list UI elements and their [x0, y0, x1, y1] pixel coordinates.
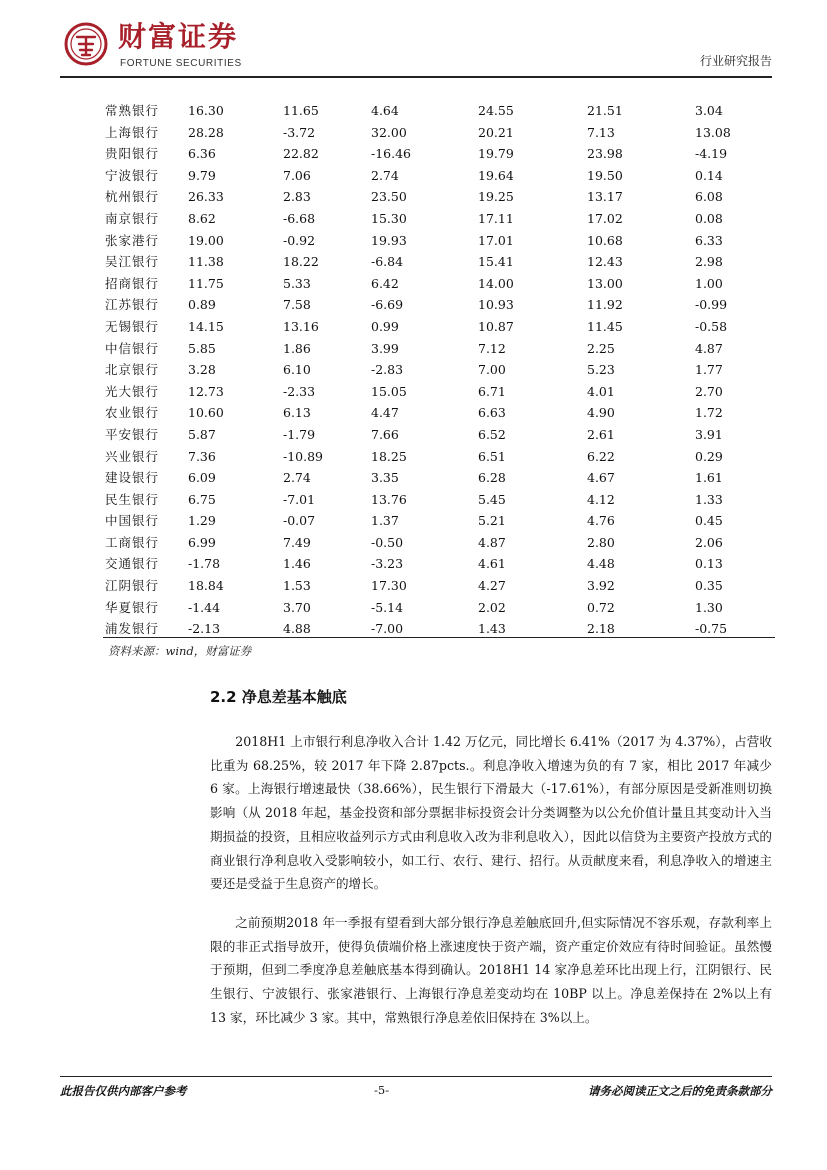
- table-row: [103, 208, 775, 230]
- value-cell-col1: 18.84: [188, 578, 224, 594]
- value-cell-col3: 32.00: [371, 124, 407, 140]
- table-row: [103, 424, 775, 446]
- value-cell-col5: 4.90: [587, 405, 615, 421]
- value-cell-col5: 6.22: [587, 448, 615, 464]
- table-row: [103, 251, 775, 273]
- value-cell-col6: 2.98: [695, 254, 723, 270]
- value-cell-col4: 6.63: [478, 405, 506, 421]
- value-cell-col3: -0.50: [371, 534, 404, 550]
- table-row: [103, 510, 775, 532]
- value-cell-col4: 6.52: [478, 426, 506, 442]
- table-row: [103, 489, 775, 511]
- value-cell-col2: 1.86: [283, 340, 311, 356]
- value-cell-col3: 19.93: [371, 232, 407, 248]
- value-cell-col6: 4.87: [695, 340, 723, 356]
- table-row: [103, 294, 775, 316]
- value-cell-col1: 6.75: [188, 491, 216, 507]
- value-cell-col6: 3.91: [695, 426, 723, 442]
- value-cell-col3: 2.74: [371, 167, 399, 183]
- table-row: [103, 446, 775, 468]
- value-cell-col2: -3.72: [283, 124, 316, 140]
- value-cell-col2: -10.89: [283, 448, 324, 464]
- value-cell-col3: 4.47: [371, 405, 399, 421]
- value-cell-col2: 7.58: [283, 297, 311, 313]
- value-cell-col3: 17.30: [371, 578, 407, 594]
- table-row: [103, 467, 775, 489]
- value-cell-col4: 5.45: [478, 491, 506, 507]
- bank-name-cell: 吴江银行: [105, 254, 160, 270]
- value-cell-col2: 13.16: [283, 318, 319, 334]
- value-cell-col1: 6.36: [188, 146, 216, 162]
- value-cell-col5: 13.17: [587, 189, 623, 205]
- table-row: [103, 359, 775, 381]
- value-cell-col4: 17.01: [478, 232, 514, 248]
- table-row: [103, 553, 775, 575]
- value-cell-col6: 2.70: [695, 383, 723, 399]
- value-cell-col4: 19.79: [478, 146, 514, 162]
- value-cell-col1: 11.38: [188, 254, 224, 270]
- value-cell-col4: 7.12: [478, 340, 506, 356]
- value-cell-col4: 19.64: [478, 167, 514, 183]
- value-cell-col1: 5.85: [188, 340, 216, 356]
- value-cell-col6: -0.58: [695, 318, 728, 334]
- value-cell-col2: 4.88: [283, 621, 311, 637]
- bank-name-cell: 浦发银行: [105, 621, 160, 637]
- table-row: [103, 381, 775, 403]
- value-cell-col2: -2.33: [283, 383, 316, 399]
- value-cell-col6: 0.08: [695, 210, 723, 226]
- bank-name-cell: 宁波银行: [105, 167, 160, 183]
- value-cell-col5: 5.23: [587, 362, 615, 378]
- value-cell-col2: -6.68: [283, 210, 316, 226]
- value-cell-col1: -2.13: [188, 621, 221, 637]
- bank-name-cell: 上海银行: [105, 124, 160, 140]
- value-cell-col3: -2.83: [371, 362, 404, 378]
- value-cell-col3: -6.69: [371, 297, 404, 313]
- value-cell-col5: 2.25: [587, 340, 615, 356]
- table-row: [103, 575, 775, 597]
- value-cell-col6: 13.08: [695, 124, 731, 140]
- value-cell-col1: 11.75: [188, 275, 224, 291]
- value-cell-col3: 15.05: [371, 383, 407, 399]
- company-logo: [64, 20, 304, 74]
- value-cell-col3: -3.23: [371, 556, 404, 572]
- value-cell-col2: 2.83: [283, 189, 311, 205]
- value-cell-col3: 18.25: [371, 448, 407, 464]
- bank-name-cell: 招商银行: [105, 275, 160, 291]
- value-cell-col2: 11.65: [283, 103, 319, 118]
- bank-name-cell: 交通银行: [105, 556, 160, 572]
- value-cell-col2: 6.10: [283, 362, 311, 378]
- value-cell-col3: -6.84: [371, 254, 404, 270]
- value-cell-col3: 15.30: [371, 210, 407, 226]
- value-cell-col6: 1.00: [695, 275, 723, 291]
- value-cell-col5: 23.98: [587, 146, 623, 162]
- value-cell-col1: 6.99: [188, 534, 216, 550]
- paragraph-2-text: 之前预期2018 年一季报有望看到大部分银行净息差触底回升,但实际情况不容乐观，存款利率上限的非正式指导放开，使得负债端价格上涨速度快于资产端，资产重定价效应有待时间验证。虽然慢于预期，但到二季度净息差触底基本得到确认。2018H1 14 家净息差环比出现上行，江阴银行、民生银行、宁波银行、张家港银行、上海银行净息差变动均在 10BP 以上。净息差保持在 2%以上有 13 家，环比减少 3 家。其中，常熟银行净息差依旧保持在 3%以上。: [210, 915, 772, 1025]
- value-cell-col4: 6.71: [478, 383, 506, 399]
- value-cell-col5: 17.02: [587, 210, 623, 226]
- value-cell-col5: 4.01: [587, 383, 615, 399]
- value-cell-col1: 12.73: [188, 383, 224, 399]
- value-cell-col4: 10.93: [478, 297, 514, 313]
- value-cell-col4: 4.87: [478, 534, 506, 550]
- value-cell-col2: 22.82: [283, 146, 319, 162]
- value-cell-col1: 0.89: [188, 297, 216, 313]
- bank-name-cell: 工商银行: [105, 534, 160, 550]
- value-cell-col4: 6.51: [478, 448, 506, 464]
- footer-disclaimer-left: 此报告仅供内部客户参考: [60, 1084, 187, 1098]
- value-cell-col6: -0.99: [695, 297, 728, 313]
- value-cell-col2: -0.07: [283, 513, 316, 529]
- bank-name-cell: 中信银行: [105, 340, 160, 356]
- bank-name-cell: 兴业银行: [105, 448, 160, 464]
- paragraph-1-text: 2018H1 上市银行利息净收入合计 1.42 万亿元，同比增长 6.41%（2017 为 4.37%），占营收比重为 68.25%，较 2017 年下降 2.87pcts.。利息净收入增速为负的有 7 家，相比 2017 年减少 6 家。上海银行增速最快（38.66%），民生银行下滑最大（-17.61%），有部分原因是受新准则切换影响（从 2018 年起，基金投资和部分票据非标投资会计分类调整为以公允价值计量且其变动计入当期损益的投资，且相应收益列示方式由利息收入改为非利息收入），因此以信贷为主要资产投放方式的商业银行净利息收入受影响较小，如工行、农行、建行、招行。从贡献度来看，利息净收入的增速主要还是受益于生息资产的增长。: [210, 734, 772, 892]
- bank-name-cell: 张家港行: [105, 232, 160, 248]
- value-cell-col3: -5.14: [371, 599, 404, 615]
- value-cell-col2: 18.22: [283, 254, 319, 270]
- value-cell-col1: -1.44: [188, 599, 221, 615]
- value-cell-col4: 1.43: [478, 621, 506, 637]
- table-row: [103, 165, 775, 187]
- value-cell-col5: 2.80: [587, 534, 615, 550]
- value-cell-col1: 1.29: [188, 513, 216, 529]
- paragraph-1: [210, 730, 772, 896]
- value-cell-col1: 6.09: [188, 470, 216, 486]
- value-cell-col4: 2.02: [478, 599, 506, 615]
- value-cell-col4: 7.00: [478, 362, 506, 378]
- value-cell-col3: -7.00: [371, 621, 404, 637]
- bank-name-cell: 贵阳银行: [105, 146, 160, 162]
- value-cell-col5: 2.61: [587, 426, 615, 442]
- table-row: [103, 273, 775, 295]
- value-cell-col5: 0.72: [587, 599, 615, 615]
- value-cell-col2: 1.53: [283, 578, 311, 594]
- bank-data-table: [103, 100, 775, 640]
- value-cell-col3: -16.46: [371, 146, 412, 162]
- table-row: [103, 532, 775, 554]
- value-cell-col2: 5.33: [283, 275, 311, 291]
- value-cell-col1: 14.15: [188, 318, 224, 334]
- value-cell-col5: 11.92: [587, 297, 623, 313]
- value-cell-col5: 19.50: [587, 167, 623, 183]
- value-cell-col1: 26.33: [188, 189, 224, 205]
- value-cell-col6: 0.45: [695, 513, 723, 529]
- logo-english-name: FORTUNE SECURITIES: [120, 58, 242, 69]
- value-cell-col5: 13.00: [587, 275, 623, 291]
- value-cell-col4: 17.11: [478, 210, 514, 226]
- value-cell-col1: 28.28: [188, 124, 224, 140]
- fortune-logo-icon: [64, 22, 108, 66]
- value-cell-col1: 19.00: [188, 232, 224, 248]
- value-cell-col6: -0.75: [695, 621, 728, 637]
- value-cell-col1: -1.78: [188, 556, 221, 572]
- table-row: [103, 402, 775, 424]
- value-cell-col6: 0.29: [695, 448, 723, 464]
- bank-name-cell: 南京银行: [105, 210, 160, 226]
- value-cell-col5: 10.68: [587, 232, 623, 248]
- bank-name-cell: 常熟银行: [105, 103, 160, 118]
- value-cell-col1: 8.62: [188, 210, 216, 226]
- table-bottom-rule: [103, 637, 775, 638]
- value-cell-col5: 2.18: [587, 621, 615, 637]
- paragraph-2: [210, 911, 772, 1030]
- logo-chinese-name: 财富证券: [118, 20, 239, 53]
- page-header: [60, 14, 772, 76]
- value-cell-col3: 3.99: [371, 340, 399, 356]
- value-cell-col2: 7.06: [283, 167, 311, 183]
- bank-name-cell: 杭州银行: [105, 189, 160, 205]
- value-cell-col6: 1.72: [695, 405, 723, 421]
- table-row: [103, 186, 775, 208]
- value-cell-col6: 1.77: [695, 362, 723, 378]
- value-cell-col1: 7.36: [188, 448, 216, 464]
- value-cell-col5: 4.76: [587, 513, 615, 529]
- value-cell-col1: 3.28: [188, 362, 216, 378]
- table-row: [103, 597, 775, 619]
- value-cell-col3: 4.64: [371, 103, 399, 118]
- value-cell-col4: 6.28: [478, 470, 506, 486]
- value-cell-col3: 7.66: [371, 426, 399, 442]
- value-cell-col4: 14.00: [478, 275, 514, 291]
- value-cell-col5: 3.92: [587, 578, 615, 594]
- value-cell-col6: 6.08: [695, 189, 723, 205]
- value-cell-col1: 16.30: [188, 103, 224, 118]
- report-type-label: 行业研究报告: [699, 54, 772, 68]
- value-cell-col2: 1.46: [283, 556, 311, 572]
- value-cell-col4: 5.21: [478, 513, 506, 529]
- value-cell-col1: 5.87: [188, 426, 216, 442]
- value-cell-col5: 4.48: [587, 556, 615, 572]
- bank-name-cell: 农业银行: [105, 405, 160, 421]
- value-cell-col6: 0.13: [695, 556, 723, 572]
- bank-name-cell: 无锡银行: [105, 318, 160, 334]
- value-cell-col6: 2.06: [695, 534, 723, 550]
- value-cell-col2: 6.13: [283, 405, 311, 421]
- value-cell-col6: 0.14: [695, 167, 723, 183]
- value-cell-col5: 4.67: [587, 470, 615, 486]
- value-cell-col4: 20.21: [478, 124, 514, 140]
- bank-name-cell: 华夏银行: [105, 599, 160, 615]
- value-cell-col3: 0.99: [371, 318, 399, 334]
- value-cell-col6: 6.33: [695, 232, 723, 248]
- bank-name-cell: 建设银行: [105, 470, 160, 486]
- value-cell-col3: 23.50: [371, 189, 407, 205]
- table-row: [103, 100, 775, 122]
- value-cell-col4: 19.25: [478, 189, 514, 205]
- bank-name-cell: 光大银行: [105, 383, 160, 399]
- bank-name-cell: 平安银行: [105, 426, 160, 442]
- value-cell-col5: 12.43: [587, 254, 623, 270]
- value-cell-col3: 3.35: [371, 470, 399, 486]
- page-number: -5-: [374, 1083, 390, 1097]
- value-cell-col6: 0.35: [695, 578, 723, 594]
- table-source-note: 资料来源：wind，财富证券: [108, 644, 252, 658]
- table-row: [103, 143, 775, 165]
- footer-disclaimer-right: 请务必阅读正文之后的免责条款部分: [588, 1084, 772, 1098]
- value-cell-col3: 1.37: [371, 513, 399, 529]
- bank-name-cell: 中国银行: [105, 513, 160, 529]
- value-cell-col1: 10.60: [188, 405, 224, 421]
- value-cell-col6: 3.04: [695, 103, 723, 118]
- value-cell-col6: 1.33: [695, 491, 723, 507]
- value-cell-col2: 7.49: [283, 534, 311, 550]
- value-cell-col6: -4.19: [695, 146, 728, 162]
- value-cell-col5: 21.51: [587, 103, 623, 118]
- bank-name-cell: 江阴银行: [105, 578, 160, 594]
- value-cell-col2: -0.92: [283, 232, 316, 248]
- table-row: [103, 230, 775, 252]
- value-cell-col3: 6.42: [371, 275, 399, 291]
- bank-name-cell: 民生银行: [105, 491, 160, 507]
- table-row: [103, 122, 775, 144]
- bank-name-cell: 北京银行: [105, 362, 160, 378]
- value-cell-col6: 1.61: [695, 470, 723, 486]
- value-cell-col2: -7.01: [283, 491, 316, 507]
- section-title: 2.2 净息差基本触底: [210, 688, 347, 706]
- value-cell-col2: 3.70: [283, 599, 311, 615]
- footer-divider: [60, 1076, 772, 1077]
- value-cell-col2: 2.74: [283, 470, 311, 486]
- header-divider: [60, 76, 772, 78]
- value-cell-col2: -1.79: [283, 426, 316, 442]
- value-cell-col4: 24.55: [478, 103, 514, 118]
- value-cell-col4: 15.41: [478, 254, 514, 270]
- value-cell-col4: 4.27: [478, 578, 506, 594]
- table-row: [103, 316, 775, 338]
- value-cell-col5: 4.12: [587, 491, 615, 507]
- value-cell-col4: 4.61: [478, 556, 506, 572]
- value-cell-col4: 10.87: [478, 318, 514, 334]
- value-cell-col6: 1.30: [695, 599, 723, 615]
- value-cell-col1: 9.79: [188, 167, 216, 183]
- table-row: [103, 338, 775, 360]
- value-cell-col5: 11.45: [587, 318, 623, 334]
- value-cell-col3: 13.76: [371, 491, 407, 507]
- bank-name-cell: 江苏银行: [105, 297, 160, 313]
- value-cell-col5: 7.13: [587, 124, 615, 140]
